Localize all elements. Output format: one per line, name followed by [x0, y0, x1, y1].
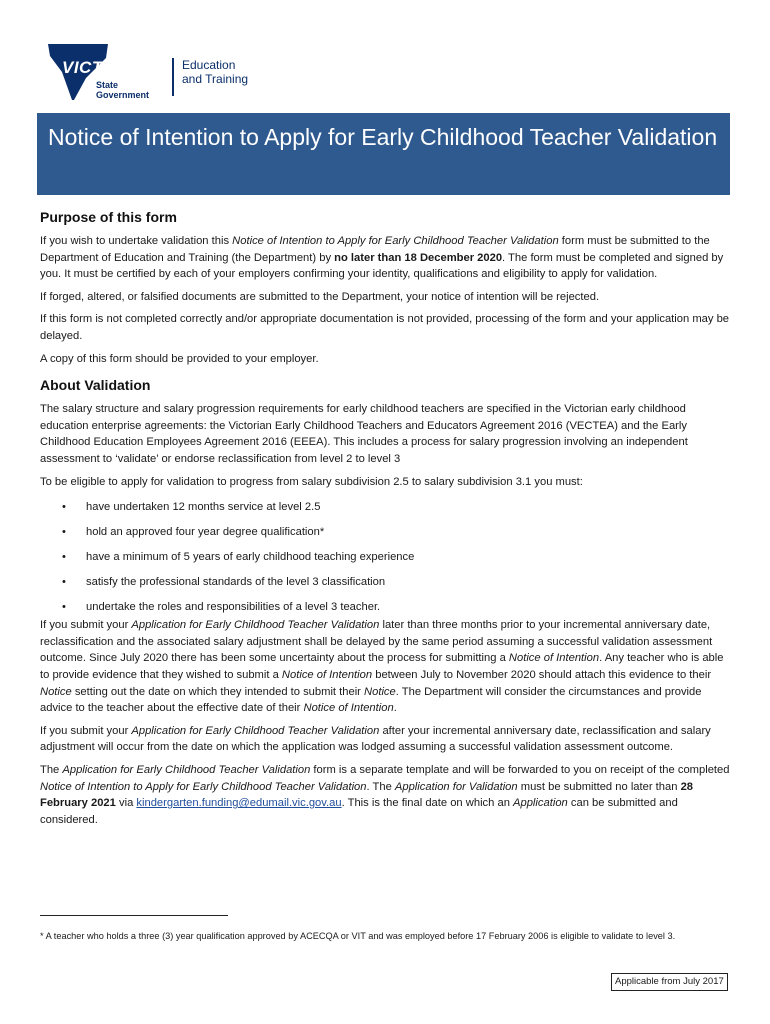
logo-department	[182, 58, 248, 86]
text-run-italic: Notice of Intention to Apply for Early Childhood Teacher Validation	[232, 235, 559, 247]
text-run-italic: Notice of Intention	[303, 702, 394, 715]
victoria-state-government-logo	[46, 42, 266, 104]
text-run: . This is the final date on which an	[341, 797, 514, 810]
text-run-italic: Application for Early Childhood Teacher Validation	[131, 619, 380, 632]
bullet: •	[62, 526, 66, 539]
logo-sub1: State	[96, 80, 119, 90]
text-run: via	[115, 797, 137, 810]
deadline-bold: no later than 18 December 2020	[334, 251, 503, 264]
bullet: •	[62, 501, 66, 514]
document-body	[40, 207, 730, 834]
text-run-italic: Application for Validation	[394, 780, 518, 793]
text-run-italic: Notice of Intention	[508, 652, 600, 665]
logo-sub2: Government	[96, 90, 150, 100]
text-run-italic: Application	[513, 797, 568, 810]
text-run-italic: Notice of Intention	[281, 669, 373, 682]
footnote: * A teacher who holds a three (3) year qualification approved by ACECQA or VIT and was employed before 17 February 2006 is eligible to validate to level 3.	[40, 931, 676, 941]
logo-state-government	[96, 80, 149, 100]
text-run: . Any teacher who is able to provide evidence that they wished to submit a	[40, 652, 724, 682]
text-run-italic: Application for Early Childhood Teacher Validation	[131, 724, 380, 737]
page-title: Notice of Intention to Apply for Early Childhood Teacher Validation	[48, 124, 718, 150]
text-run-italic: Notice	[40, 685, 72, 698]
list-item	[40, 524, 730, 541]
bullet: •	[62, 600, 66, 613]
deadline-bold: 28 February 2021	[40, 780, 694, 810]
purpose-paragraph-1	[40, 233, 730, 283]
text-run: If you submit your	[40, 724, 132, 737]
text-run: If you submit your	[40, 619, 132, 632]
about-paragraph-2: To be eligible to apply for validation to progress from salary subdivision 2.5 to salary subdivision 3.1 you must:	[40, 475, 583, 488]
applicable-date-box: Applicable from July 2017	[611, 973, 728, 991]
text-run-italic: Application for Early Childhood Teacher Validation	[62, 764, 311, 777]
text-run: If you wish to undertake validation this	[40, 235, 233, 247]
text-run: setting out the date on which they intended to submit their	[71, 685, 365, 698]
about-paragraph-4	[40, 723, 730, 756]
list-item	[40, 574, 730, 591]
text-run: after your incremental anniversary date, reclassification and salary adjustment will occur from the date on which the application was lodged assuming a successful validation assessment outcome.	[40, 724, 711, 754]
about-heading: About Validation	[40, 377, 151, 394]
list-item	[40, 549, 730, 566]
text-run: between July to November 2020 should attach this evidence to their	[372, 669, 712, 682]
list-item-text: have undertaken 12 months service at level 2.5	[86, 501, 321, 514]
purpose-heading: Purpose of this form	[40, 209, 177, 225]
purpose-paragraph-2: If forged, altered, or falsified documents are submitted to the Department, your notice of intention will be rejected.	[40, 290, 600, 303]
text-run: form is a separate template and will be forwarded to you on receipt of the completed	[310, 764, 730, 777]
list-item-text: hold an approved four year degree qualification*	[86, 526, 325, 539]
text-run: later than three months prior to your incremental anniversary date, reclassification and the associated salary adjustment shall be delayed by the same period assuming a successful validation assessment outcome. Since July 2020 there has been some uncertainty about the process for submitting a	[40, 619, 713, 665]
bullet: •	[62, 550, 66, 563]
text-run: must be submitted no later than	[517, 780, 681, 793]
about-paragraph-1: The salary structure and salary progression requirements for early childhood teachers are specified in the Victorian early childhood education enterprise agreements: the Victorian Early Childhood Teachers and Educators Agreement 2016 (VECTEA) and the Early Childhood Education Employees Agreement 2016 (EEEA). This includes a process for salary progression involving an independent assessment to ‘validate’ or endorse reclassification from level 2 to level 3	[40, 403, 688, 465]
text-run: . The form must be completed and signed by you. It must be certified by each of your employers confirming your identity, qualifications and eligibility to apply for validation.	[40, 251, 724, 281]
purpose-paragraph-4: A copy of this form should be provided to your employer.	[40, 352, 319, 365]
eligibility-list	[40, 499, 730, 615]
bullet: •	[62, 575, 66, 588]
purpose-paragraph-3: If this form is not completed correctly and/or appropriate documentation is not provided, processing of the form and your application may be delayed.	[40, 313, 730, 342]
footnote-divider	[40, 915, 228, 916]
list-item-text: have a minimum of 5 years of early childhood teaching experience	[86, 550, 415, 563]
list-item	[40, 599, 730, 616]
text-run: can be submitted and considered.	[40, 797, 678, 826]
text-run: The	[40, 764, 63, 777]
title-banner	[37, 113, 730, 195]
about-paragraph-3	[40, 617, 730, 717]
list-item-text: satisfy the professional standards of the level 3 classification	[86, 575, 386, 588]
logo-wordmark: VICTORIA	[62, 58, 147, 77]
text-run: form must be submitted to the Department of Education and Training (the Department) by	[40, 235, 710, 264]
logo-dept2: and Training	[182, 72, 249, 86]
text-run-italic: Notice	[364, 685, 396, 698]
text-run: . The Department will consider the circumstances and provide advice to the teacher about the effective date of their	[40, 685, 702, 715]
list-item-text: undertake the roles and responsibilities of a level 3 teacher.	[86, 600, 381, 613]
text-run: . The	[366, 780, 395, 793]
about-paragraph-5	[40, 762, 730, 828]
text-run-italic: Notice of Intention to Apply for Early Childhood Teacher Validation	[40, 780, 367, 793]
logo-divider	[172, 58, 174, 96]
logo-dept1: Education	[182, 58, 236, 72]
text-run: .	[393, 702, 397, 715]
email-link[interactable]: kindergarten.funding@edumail.vic.gov.au	[136, 797, 342, 810]
list-item	[40, 499, 730, 516]
